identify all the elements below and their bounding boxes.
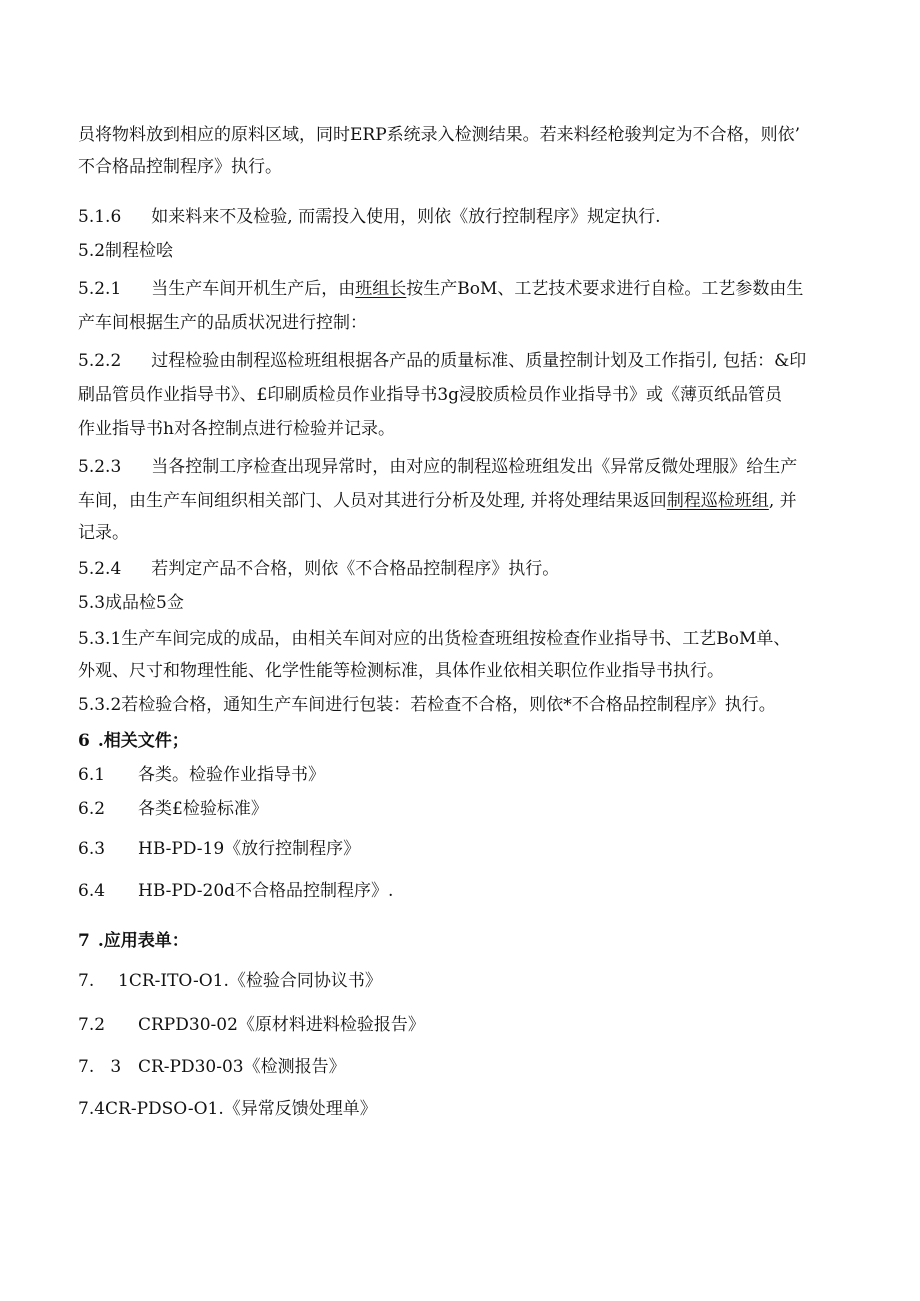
item-text: HB-PD-19《放行控制程序》 [138,839,361,859]
section-title: 5.2制程检哙 [78,241,174,261]
paragraph-text: 员将物料放到相应的原料区域，同时ERP系统录入检测结果。若来料经枪骏判定为不合格，则依’ [78,125,801,145]
paragraph-text: 记录。 [78,523,129,543]
related-doc-6-2 [78,798,268,820]
item-text: HB-PD-20d不合格品控制程序》. [138,881,394,901]
item-number: 6.4 [78,881,106,901]
item-number: 6.3 [78,839,106,859]
clause-number: 5.2.1 [78,279,122,299]
form-7-1 [78,970,382,992]
form-7-3 [78,1056,346,1078]
form-7-4 [78,1098,377,1120]
item-number: 7.2 [78,1015,106,1035]
related-doc-6-4 [78,880,393,902]
item-text: 各类。检验作业指导书》 [138,765,325,785]
item-number: 6.1 [78,765,106,785]
related-doc-6-3 [78,838,360,860]
paragraph-text: 刷品管员作业指导书》、£印刷质检员作业指导书3g浸胶质检员作业指导书》或《薄页纸品管员 [78,385,783,405]
clause-number: 5.1.6 [78,207,122,227]
clause-text: 如来料来不及检验, 而需投入使用，则依《放行控制程序》规定执行. [151,207,661,227]
clause-5-2-2 [78,350,806,372]
form-7-2 [78,1014,425,1036]
clause-text: 5.3.2若检验合格，通知生产车间进行包装：若检查不合格，则依*不合格品控制程序》执行。 [78,695,776,715]
clause-text: 当各控制工序检查出现异常时，由对应的制程巡检班组发出《异常反微处理服》给生产 [151,457,798,477]
paragraph-line [78,384,782,406]
section-heading-5-3 [78,592,184,614]
paragraph-line [78,124,800,146]
paragraph-line [78,418,395,440]
clause-5-2-1 [78,278,803,300]
section-heading-7 [78,930,189,952]
section-heading-6 [78,730,189,752]
clause-number: 5.2.4 [78,559,122,579]
paragraph-text: 产车间根据生产的品质状况进行控制： [78,313,367,333]
paragraph-text: 作业指导书h对各控制点进行检验并记录。 [78,419,395,439]
clause-text: 过程检验由制程巡检班组根据各产品的质量标准、质量控制计划及工作指引, 包括：&印 [151,351,807,371]
paragraph-line [78,490,797,512]
paragraph-line [78,660,724,682]
paragraph-text: , 并 [768,491,797,511]
clause-text: 按生产BoM、工艺技术要求进行自检。工艺参数由生 [406,279,804,299]
item-text: CR-PD30-03《检测报告》 [138,1057,346,1077]
clause-5-3-2 [78,694,776,716]
clause-5-2-3 [78,456,797,478]
paragraph-text: 不合格品控制程序》执行。 [78,157,282,177]
section-number: 6 [78,731,90,751]
underlined-term: 制程巡检班组 [666,491,769,511]
section-title: 5.3成品检5佥 [78,593,184,613]
paragraph-line [78,156,282,178]
clause-5-2-4 [78,558,559,580]
clause-number: 5.2.2 [78,351,122,371]
clause-number: 5.2.3 [78,457,122,477]
section-title: .相关文件； [97,731,189,751]
section-title: .应用表单： [97,931,189,951]
item-number: 7. 3 [78,1057,122,1077]
paragraph-text: 外观、尺寸和物理性能、化学性能等检测标准，具体作业依相关职位作业指导书执行。 [78,661,724,681]
related-doc-6-1 [78,764,325,786]
item-text: 7.4CR-PDSO-O1.《异常反馈处理单》 [78,1099,377,1119]
clause-5-1-6 [78,206,660,228]
item-text: 各类£检验标准》 [138,799,268,819]
section-heading-5-2 [78,240,173,262]
paragraph-text: 车间，由生产车间组织相关部门、人员对其进行分析及处理, 并将处理结果返回 [78,491,667,511]
clause-5-3-1 [78,628,790,650]
paragraph-line [78,312,367,334]
item-number: 6.2 [78,799,106,819]
clause-text: 当生产车间开机生产后，由 [151,279,356,299]
paragraph-line [78,522,129,544]
clause-text: 若判定产品不合格，则依《不合格品控制程序》执行。 [151,559,560,579]
underlined-term: 班组长 [355,279,407,299]
section-number: 7 [78,931,90,951]
item-text: 1CR-ITO-O1.《检验合同协议书》 [118,971,382,991]
item-text: CRPD30-02《原材料进料检验报告》 [138,1015,425,1035]
clause-text: 5.3.1生产车间完成的成品，由相关车间对应的出货检查班组按检查作业指导书、工艺BoM单、 [78,629,791,649]
item-number: 7. [78,971,95,991]
